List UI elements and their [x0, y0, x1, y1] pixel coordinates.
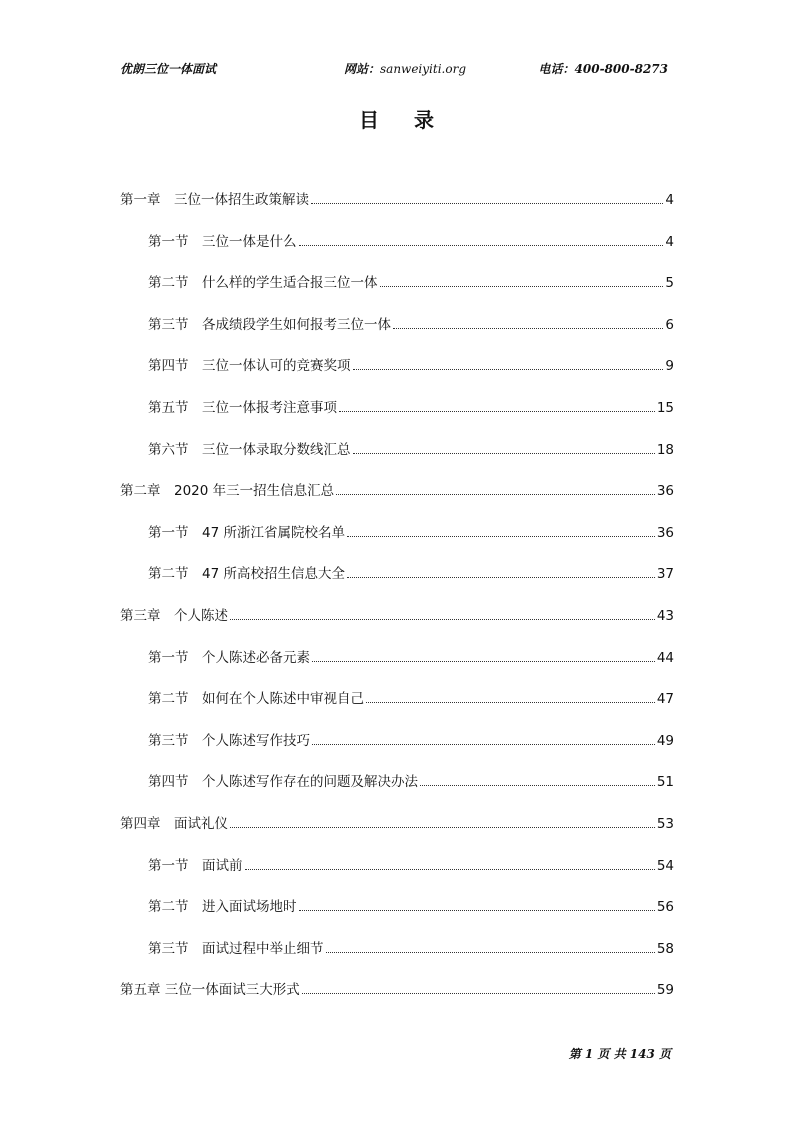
toc-entry-label: 第五节 三位一体报考注意事项: [148, 400, 337, 416]
toc-entry-page-number: 58: [656, 940, 674, 957]
toc-chapter-entry[interactable]: [120, 480, 674, 502]
toc-entry-label: 第一节 个人陈述必备元素: [148, 649, 310, 666]
toc-chapter-entry[interactable]: [120, 813, 674, 835]
toc-leader-dots: [299, 244, 664, 246]
toc-entry-page-number: 36: [656, 483, 674, 500]
toc-leader-dots: [311, 202, 663, 204]
toc-entry-label: 第二节 什么样的学生适合报三位一体: [148, 275, 378, 292]
page-footer: 第 1 页 共 143 页: [568, 1047, 671, 1061]
toc-leader-dots: [230, 826, 655, 828]
toc-section-entry[interactable]: [120, 938, 674, 960]
toc-section-entry[interactable]: [120, 314, 674, 336]
toc-entry-page-number: 47: [656, 691, 674, 708]
toc-entry-label: 第一节 三位一体是什么: [148, 233, 297, 250]
toc-entry-label: 第三节 个人陈述写作技巧: [148, 732, 310, 749]
toc-entry-label: 第一章 三位一体招生政策解读: [120, 192, 309, 208]
toc-entry-page-number: 49: [656, 732, 674, 749]
toc-section-entry[interactable]: [120, 272, 674, 294]
toc-entry-page-number: 6: [665, 316, 674, 333]
toc-section-entry[interactable]: [120, 355, 674, 377]
toc-section-entry[interactable]: [120, 688, 674, 710]
toc-entry-label: 第三节 面试过程中举止细节: [148, 940, 324, 957]
toc-section-entry[interactable]: [120, 522, 674, 544]
toc-leader-dots: [420, 784, 655, 786]
toc-leader-dots: [336, 493, 655, 495]
toc-section-entry[interactable]: [120, 896, 674, 918]
toc-entry-page-number: 56: [656, 899, 674, 916]
toc-section-entry[interactable]: [120, 647, 674, 669]
toc-leader-dots: [312, 743, 655, 745]
toc-entry-page-number: 59: [656, 982, 674, 999]
toc-leader-dots: [347, 576, 655, 578]
header-phone: 电话：400-800-8273: [538, 62, 668, 76]
toc-entry-page-number: 44: [656, 649, 674, 666]
toc-leader-dots: [302, 992, 655, 994]
page-header: [0, 60, 793, 80]
toc-leader-dots: [353, 368, 664, 370]
toc-entry-page-number: 18: [656, 441, 674, 458]
toc-section-entry[interactable]: [120, 231, 674, 253]
toc-entry-page-number: 9: [665, 358, 674, 375]
toc-leader-dots: [312, 660, 655, 662]
toc-leader-dots: [245, 868, 655, 870]
toc-entry-page-number: 4: [665, 192, 674, 208]
toc-entry-label: 第五章 三位一体面试三大形式: [120, 982, 300, 999]
toc-section-entry[interactable]: [120, 563, 674, 585]
header-website-url: sanweiyiti.org: [380, 62, 467, 76]
toc-entry-page-number: 54: [656, 857, 674, 874]
toc-entry-page-number: 37: [656, 566, 674, 583]
toc-entry-page-number: 53: [656, 816, 674, 832]
toc-entry-page-number: 36: [656, 524, 674, 541]
toc-entry-label: 第四节 个人陈述写作存在的问题及解决办法: [148, 774, 418, 791]
toc-entry-label: 第一节 47 所浙江省属院校名单: [148, 524, 345, 541]
toc-leader-dots: [299, 909, 655, 911]
toc-entry-label: 第四章 面试礼仪: [120, 816, 228, 832]
toc-leader-dots: [230, 618, 655, 620]
toc-entry-label: 第三章 个人陈述: [120, 608, 228, 624]
header-brand: 优朗三位一体面试: [120, 62, 217, 76]
toc-leader-dots: [353, 452, 655, 454]
toc-entry-label: 第三节 各成绩段学生如何报考三位一体: [148, 316, 391, 333]
toc-entry-page-number: 51: [656, 774, 674, 791]
toc-chapter-entry[interactable]: [120, 605, 674, 627]
toc-entry-label: 第二节 如何在个人陈述中审视自己: [148, 691, 364, 708]
toc-entry-label: 第二节 进入面试场地时: [148, 899, 297, 916]
toc-entry-label: 第二章 2020 年三一招生信息汇总: [120, 483, 335, 500]
toc-chapter-entry[interactable]: [120, 189, 674, 211]
toc-leader-dots: [339, 410, 655, 412]
toc-entry-label: 第一节 面试前: [148, 857, 243, 874]
toc-section-entry[interactable]: [120, 439, 674, 461]
toc-section-entry[interactable]: [120, 730, 674, 752]
toc-leader-dots: [380, 285, 664, 287]
toc-section-entry[interactable]: [120, 771, 674, 793]
toc-entry-page-number: 15: [656, 400, 674, 416]
toc-entry-label: 第二节 47 所高校招生信息大全: [148, 566, 345, 583]
toc-leader-dots: [326, 951, 655, 953]
toc-section-entry[interactable]: [120, 397, 674, 419]
toc-section-entry[interactable]: [120, 855, 674, 877]
toc-entry-page-number: 4: [665, 233, 674, 250]
toc-entry-page-number: 43: [656, 608, 674, 624]
toc-entry-label: 第四节 三位一体认可的竞赛奖项: [148, 358, 351, 375]
toc-leader-dots: [366, 701, 655, 703]
toc-leader-dots: [347, 535, 655, 537]
toc-leader-dots: [393, 327, 663, 329]
toc-title: 目 录: [359, 108, 448, 132]
header-website-label: 网站：: [344, 62, 381, 76]
header-website: [344, 60, 466, 77]
toc-entry-label: 第六节 三位一体录取分数线汇总: [148, 441, 351, 458]
toc-entry-page-number: 5: [665, 275, 674, 292]
toc-chapter-entry[interactable]: [120, 979, 674, 1001]
